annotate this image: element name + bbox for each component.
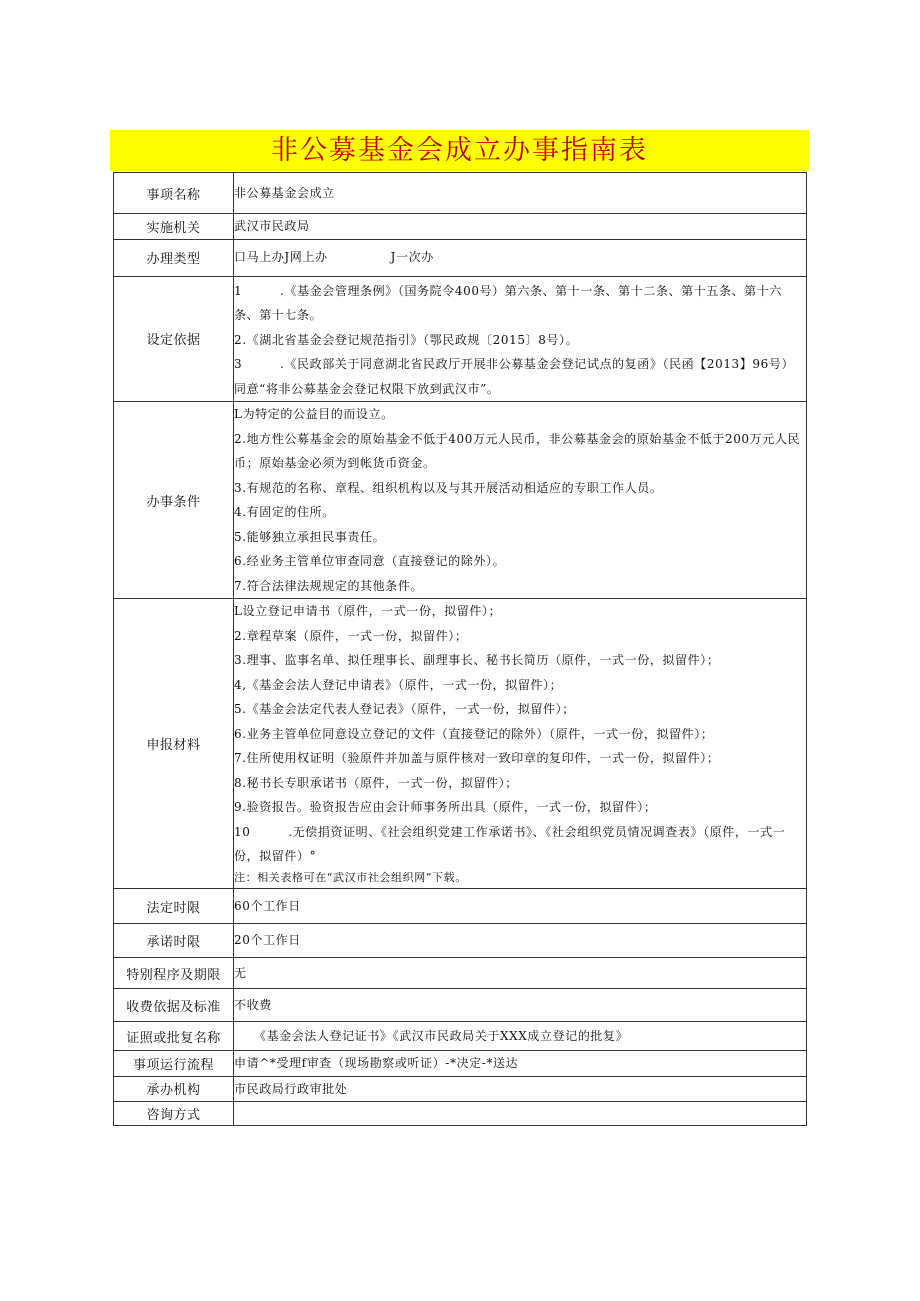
basis-content	[234, 276, 807, 402]
row-legal-limit	[114, 889, 807, 924]
row-agency	[114, 214, 807, 240]
basis-line-3: 3 .《民政部关于同意湖北省民政厅开展非公募基金会登记试点的复函》（民函【2013】96号）同意“将非公募基金会登记权限下放到武汉市”。	[234, 357, 795, 396]
material-line-4: 4,《基金会法人登记申请表》（原件，一式一份，拟留件）；	[234, 677, 563, 692]
page-title: 非公募基金会成立办事指南表	[110, 130, 809, 171]
condition-line-4: 4.有固定的住所。	[234, 505, 335, 519]
handle-type-label: 办理类型	[114, 239, 234, 276]
special-procedure-value: 无	[234, 958, 807, 989]
material-note: 注：相关表格可在“武汉市社会组织网”下载。	[234, 870, 467, 884]
legal-limit-value: 60个工作日	[234, 889, 807, 924]
row-basis	[114, 276, 807, 402]
item-name-label: 事项名称	[114, 173, 234, 214]
row-conditions	[114, 402, 807, 599]
special-procedure-label: 特别程序及期限	[114, 958, 234, 989]
fee-value: 不收费	[234, 989, 807, 1022]
process-value: 申请^*受理f审查（现场勘察或听证）-*决定-*送达	[234, 1051, 807, 1077]
condition-line-6: 6.经业务主管单位审查同意（直接登记的除外）。	[234, 554, 506, 568]
row-handle-type	[114, 239, 807, 276]
row-promise-limit	[114, 924, 807, 958]
promise-limit-label: 承诺时限	[114, 924, 234, 958]
agency-label: 实施机关	[114, 214, 234, 240]
row-consult	[114, 1102, 807, 1126]
basis-label: 设定依据	[114, 276, 234, 402]
certificate-value: 《基金会法人登记证书》《武汉市民政局关于XXX成立登记的批复》	[234, 1022, 807, 1051]
material-line-2: 2.章程草案（原件，一式一份，拟留件）；	[234, 628, 468, 643]
condition-line-1: L为特定的公益目的而设立。	[234, 407, 394, 421]
condition-line-2: 2.地方性公募基金会的原始基金不低于400万元人民币，非公募基金会的原始基金不低于200万元人民币；原始基金必须为到帐货币资金。	[234, 431, 801, 470]
material-line-5: 5.《基金会法定代表人登记表》（原件，一式一份，拟留件）；	[234, 702, 575, 716]
promise-limit-value: 20个工作日	[234, 924, 807, 958]
basis-line-2: 2.《湖北省基金会登记规范指引》（鄂民政规〔2015〕8号）。	[234, 332, 579, 347]
row-item-name	[114, 173, 807, 214]
fee-label: 收费依据及标准	[114, 989, 234, 1022]
consult-label: 咨询方式	[114, 1102, 234, 1126]
row-materials	[114, 599, 807, 889]
material-line-8: 8.秘书长专职承诺书（原件，一式一份，拟留件）；	[234, 775, 518, 790]
material-line-1: L设立登记申请书（原件，一式一份，拟留件）；	[234, 604, 502, 618]
materials-content	[234, 599, 807, 889]
conditions-content	[234, 402, 807, 599]
material-line-6: 6.业务主管单位同意设立登记的文件（直接登记的除外）（原件，一式一份，拟留件）；	[234, 726, 714, 741]
item-name-value: 非公募基金会成立	[234, 173, 807, 214]
handler-label: 承办机构	[114, 1076, 234, 1102]
handler-value: 市民政局行政审批处	[234, 1076, 807, 1102]
certificate-label: 证照或批复名称	[114, 1022, 234, 1051]
materials-label: 申报材料	[114, 599, 234, 889]
row-fee	[114, 989, 807, 1022]
process-label: 事项运行流程	[114, 1051, 234, 1077]
legal-limit-label: 法定时限	[114, 889, 234, 924]
agency-value: 武汉市民政局	[234, 214, 807, 240]
condition-line-5: 5.能够独立承担民事责任。	[234, 529, 386, 544]
condition-line-3: 3.有规范的名称、章程、组织机构以及与其开展活动相适应的专职工作人员。	[234, 480, 663, 495]
row-handler	[114, 1076, 807, 1102]
row-process	[114, 1051, 807, 1077]
material-line-3: 3.理事、监事名单、拟任理事长、副理事长、秘书长简历（原件，一式一份，拟留件）；	[234, 653, 720, 667]
row-certificate	[114, 1022, 807, 1051]
row-special-procedure	[114, 958, 807, 989]
basis-line-1: 1 .《基金会管理条例》（国务院令400号）第六条、第十一条、第十二条、第十五条、第十六条、第十七条。	[234, 283, 782, 322]
guide-table	[113, 172, 807, 1126]
consult-value	[234, 1102, 807, 1126]
material-line-10: 10 .无偿捐资证明、《社会组织党建工作承诺书》、《社会组织党员情况调查表》（原件，一式一份，拟留件）°	[234, 824, 786, 863]
material-line-7: 7.住所使用权证明（验原件并加盖与原件核对一致印章的复印件，一式一份，拟留件）；	[234, 751, 720, 765]
material-line-9: 9.验资报告。验资报告应由会计师事务所出具（原件，一式一份，拟留件）；	[234, 800, 657, 814]
handle-type-value: 口马上办J网上办 J一次办	[234, 239, 807, 276]
conditions-label: 办事条件	[114, 402, 234, 599]
condition-line-7: 7.符合法律法规规定的其他条件。	[234, 578, 424, 593]
